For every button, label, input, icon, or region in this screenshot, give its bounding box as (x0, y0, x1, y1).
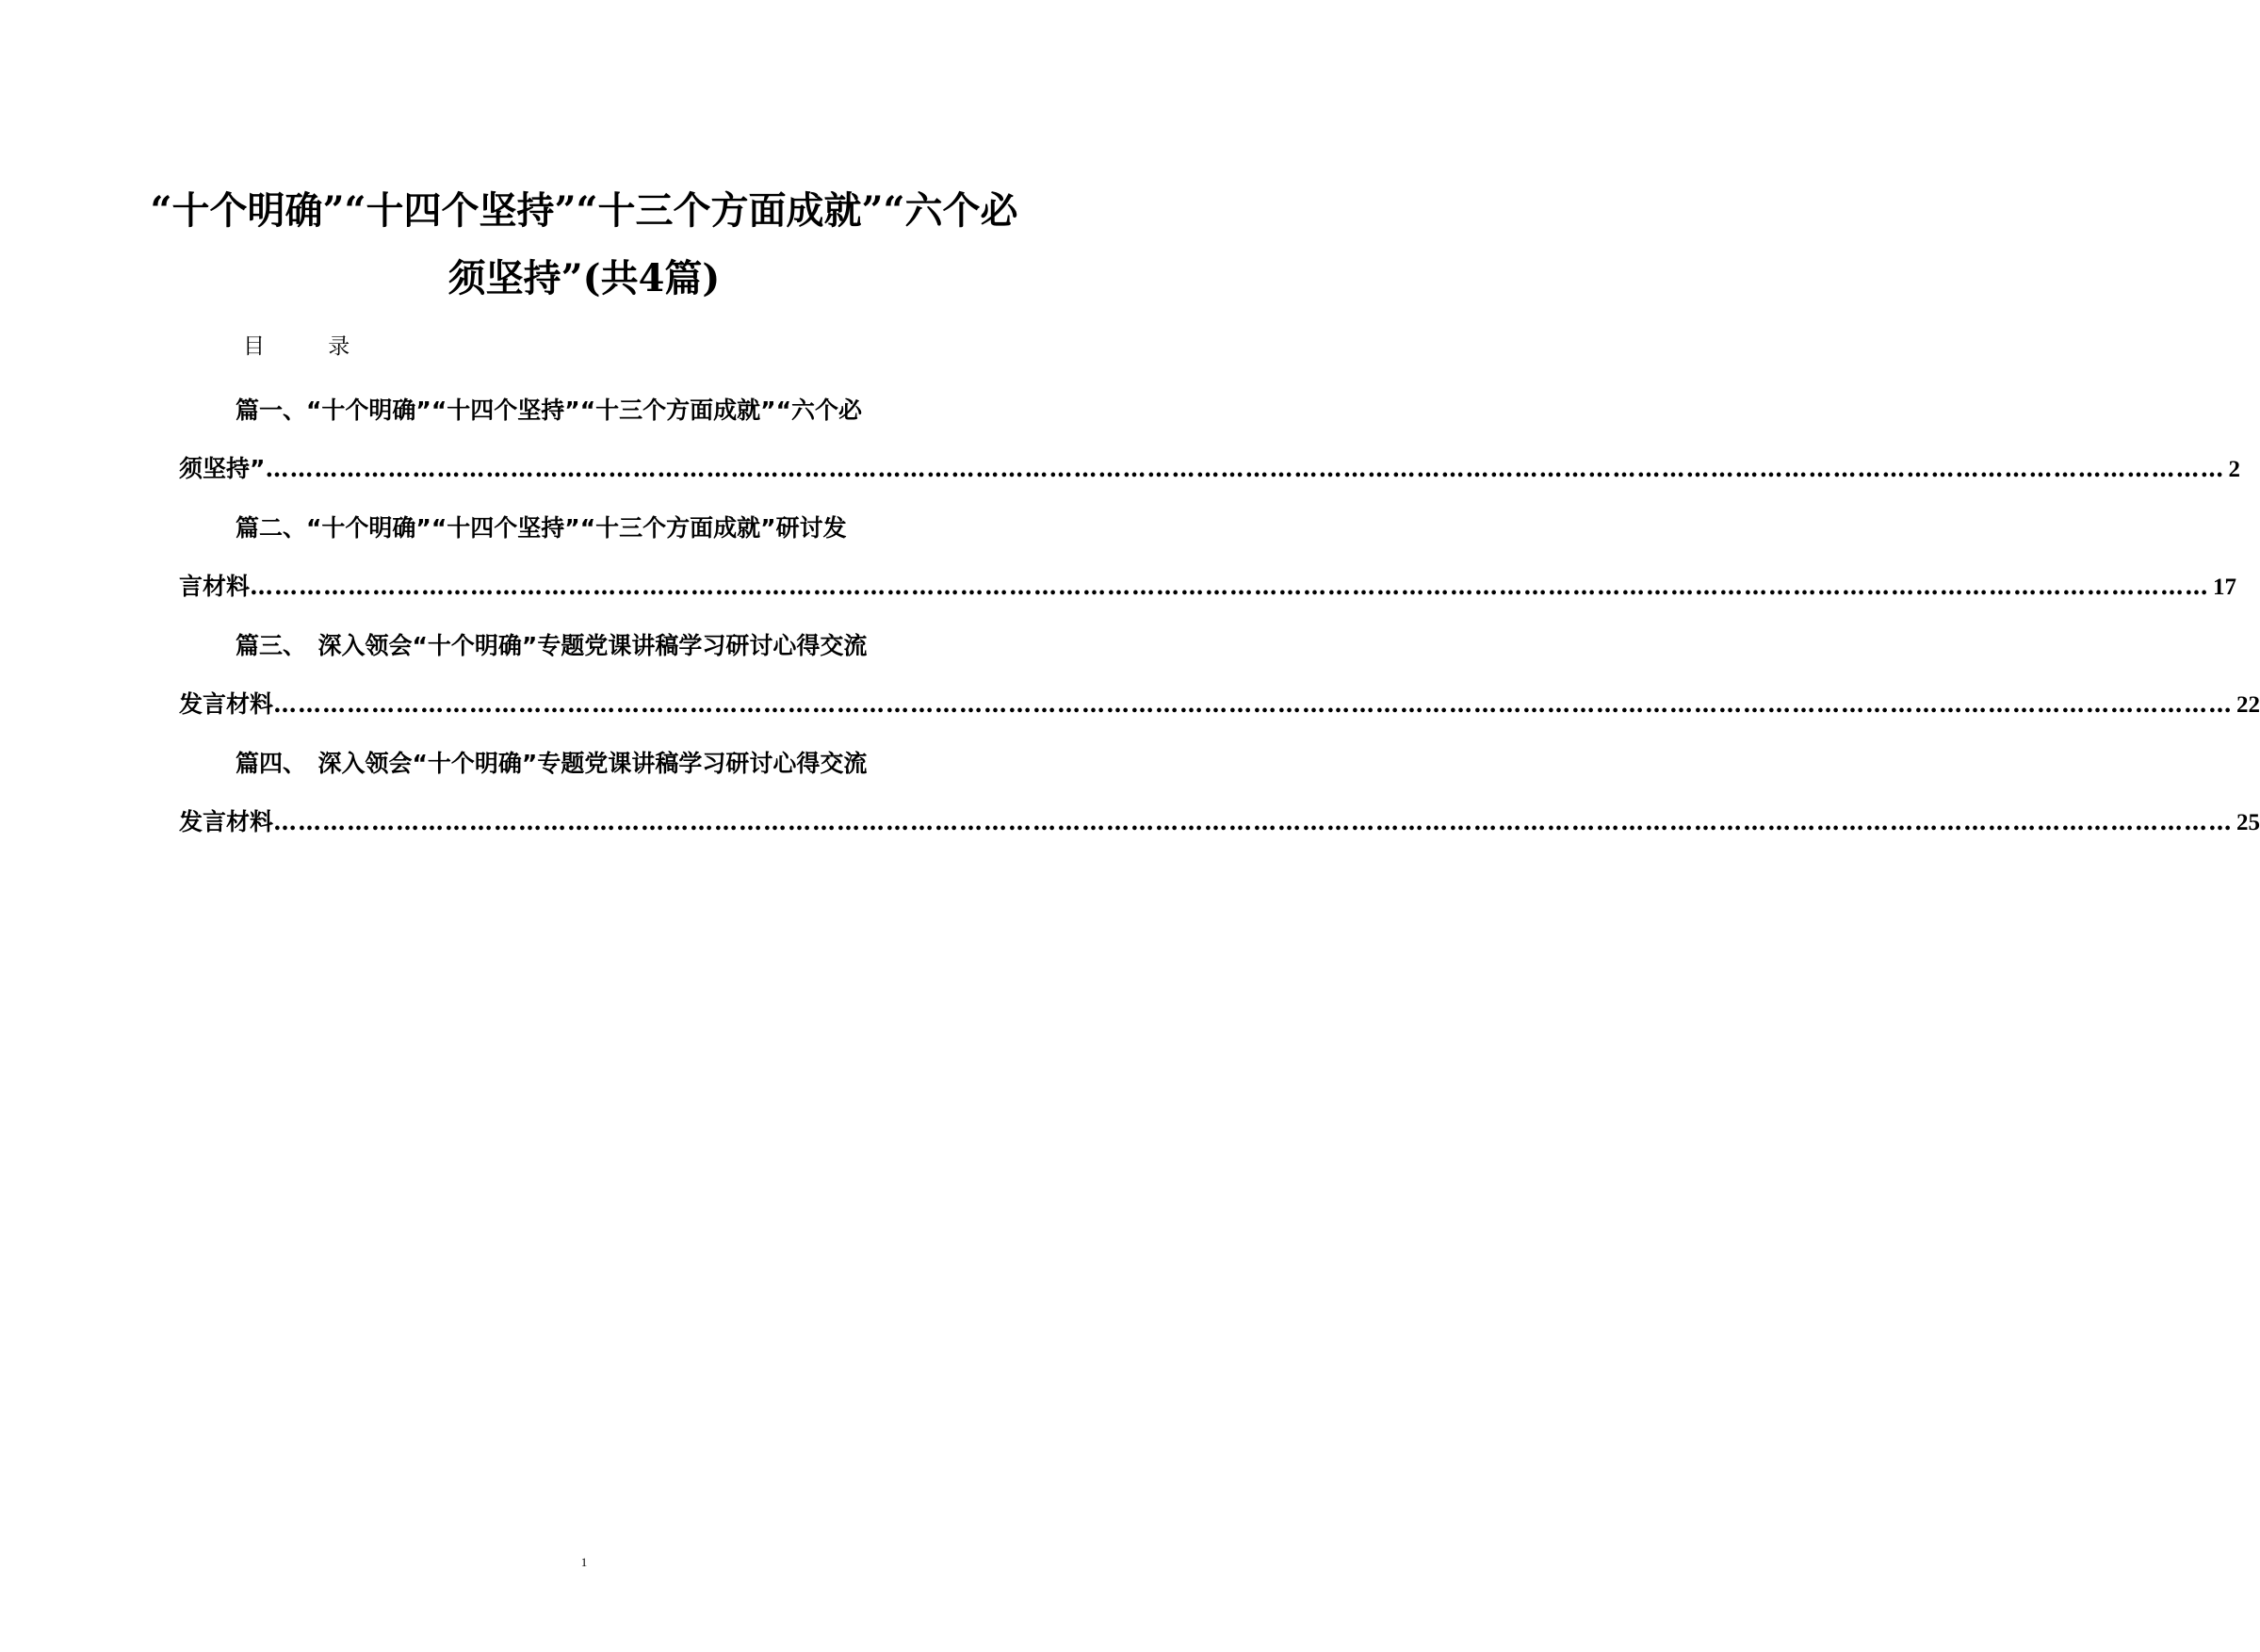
toc-entry[interactable] (179, 617, 2260, 735)
toc-page-number: 2 (2228, 457, 2240, 482)
toc-leader-dots: …………………………………………………………………………………………………………………………………………………………………………………………………………………… (273, 690, 2234, 718)
toc-entry[interactable] (179, 735, 2260, 852)
table-of-contents (179, 381, 2260, 852)
toc-entry[interactable] (179, 381, 2240, 499)
page-number: 1 (580, 1555, 588, 1569)
toc-entry-title-continued: 言材料 (179, 573, 251, 600)
toc-page-number: 22 (2236, 692, 2260, 718)
toc-entry-title: 篇四、 深入领会“十个明确”专题党课讲稿学习研讨心得交流 (236, 750, 868, 777)
toc-entry-title-continued: 发言材料 (179, 808, 274, 835)
toc-entry-title: 篇一、“十个明确”“十四个坚持”“十三个方面成就”“六个必 (236, 397, 863, 424)
document-title: “十个明确”“十四个坚持”“十三个方面成就”“六个必须坚持”(共4篇) (150, 188, 1018, 300)
toc-leader-dots: …………………………………………………………………………………………………………………………………………………………………………………………………………………… (265, 455, 2225, 482)
toc-page-number: 25 (2236, 810, 2260, 835)
toc-leader-dots: …………………………………………………………………………………………………………………………………………………………………………………………………………………… (250, 573, 2210, 600)
toc-entry-title: 篇二、“十个明确”“十四个坚持”“十三个方面成就”研讨发 (236, 514, 847, 542)
toc-entry-title: 篇三、 深入领会“十个明确”专题党课讲稿学习研讨心得交流 (236, 632, 868, 659)
toc-heading: 目 录 (243, 334, 379, 359)
toc-leader-dots: …………………………………………………………………………………………………………………………………………………………………………………………………………………… (273, 808, 2234, 835)
toc-entry-title-continued: 发言材料 (179, 690, 274, 718)
toc-entry-title-continued: 须坚持” (179, 455, 266, 482)
toc-entry[interactable] (179, 499, 2237, 617)
toc-page-number: 17 (2213, 575, 2237, 600)
